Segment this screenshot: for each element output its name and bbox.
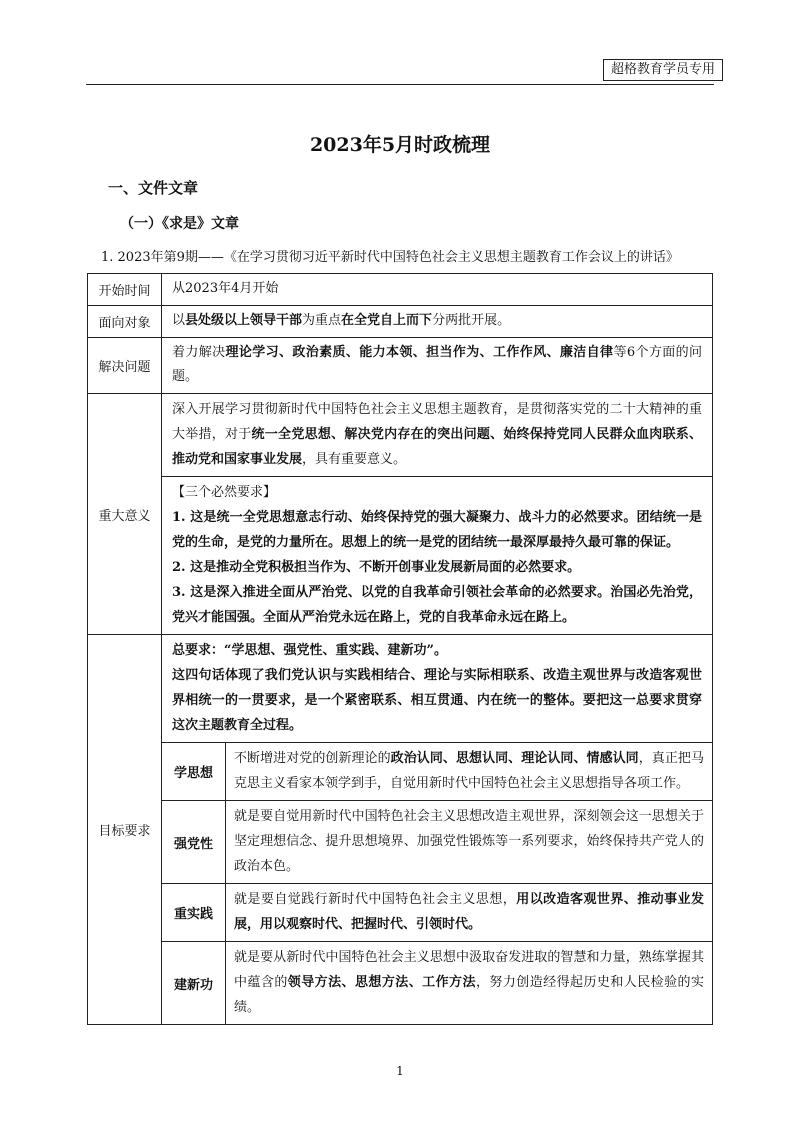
target-value [162,306,712,337]
bold-text: 政治认同、思想认同、理论认同、情感认同 [390,751,639,766]
goal-row-text [226,801,712,883]
text-segment: 就是要从新时代中国特色社会主义思想中汲取奋发进取的智慧和力量，熟练掌握其中蕴含的 [234,950,704,990]
general-requirement-desc: 这四句话体现了我们党认识与实践相结合、理论与实际相联系、改造主观世界与改造客观世界相统一的一贯要求，是一个紧密联系、相互贯通、内在统一的整体。要把这一总要求贯穿这次主题教育全过程。 [172,668,702,733]
requirements-block [162,476,712,634]
row-significance [87,394,713,635]
text-segment: 就是要自觉践行新时代中国特色社会主义思想， [234,892,517,907]
goal-row [162,800,712,883]
goal-row [162,941,712,1024]
significance-content [162,394,712,634]
start-time-value: 从2023年4月开始 [172,281,279,296]
row-start-time [87,273,713,306]
page-title: 2023年5月时政梳理 [309,134,491,156]
text-segment: 为重点 [302,313,342,328]
summary-table [87,273,713,1025]
goal-row-label: 强党性 [162,801,226,883]
row-target [87,306,713,338]
bold-text: 县处级以上领导干部 [185,313,303,328]
header-divider [86,84,714,85]
goal-row-text [226,942,712,1024]
text-segment: 就是要自觉用新时代中国特色社会主义思想改造主观世界，深刻领会这一思想关于坚定理想信念、提升思想境界、加强党性锻炼等一系列要求，始终保持共产党人的政治本色。 [234,809,704,874]
bold-text: 用以改造客观世界、推动事业发展，用以观察时代、把握时代、引领时代。 [234,892,704,932]
subsection-heading: （一）《求是》文章 [120,216,239,232]
text-segment: 分两批开展。 [432,313,511,328]
target-label: 面向对象 [88,306,162,337]
requirement-item: 1. 这是统一全党思想意志行动、始终保持党的强大凝聚力、战斗力的必然要求。团结统一是党的生命，是党的力量所在。思想上的统一是党的团结统一最深厚最持久最可靠的保证。 [172,510,702,550]
row-solve [87,338,713,394]
goal-row-label: 重实践 [162,884,226,941]
text-segment: ，真正把马克思主义看家本领学到手，自觉用新时代中国特色社会主义思想指导各项工作。 [234,751,704,791]
text-segment: ，努力创造经得起历史和人民检验的实绩。 [234,975,704,1015]
solve-value [162,338,712,393]
goal-row [162,742,712,800]
header-tag: 超格教育学员专用 [603,59,723,81]
row-goals [87,635,713,1025]
requirements-heading: 【三个必然要求】 [172,485,277,500]
page-number: 1 [396,1064,404,1078]
section-heading: 一、文件文章 [108,179,199,197]
bold-text: 在全党自上而下 [341,313,433,328]
goal-content [162,635,712,1024]
goal-row [162,883,712,941]
article-item-title: 1. 2023年第9期——《在学习贯彻习近平新时代中国特色社会主义思想主题教育工作会议上的讲话》 [101,250,679,265]
text-segment: 深入开展学习贯彻新时代中国特色社会主义思想主题教育，是贯彻落实党的二十大精神的重大举措，对于 [172,402,702,442]
bold-text: 理论学习、政治素质、能力本领、担当作为、工作作风、廉洁自律 [225,345,614,360]
general-requirement [162,635,712,742]
general-requirement-title: 总要求：“学思想、强党性、重实践、建新功”。 [172,643,447,658]
goal-row-text [226,884,712,941]
requirement-item: 2. 这是推动全党积极担当作为、不断开创事业发展新局面的必然要求。 [172,560,581,575]
start-time-label: 开始时间 [88,274,162,305]
significance-label: 重大意义 [88,394,162,634]
goal-row-label: 学思想 [162,743,226,800]
text-segment: 不断增进对党的创新理论的 [234,751,391,766]
bold-text: 统一全党思想、解决党内存在的突出问题、始终保持党同人民群众血肉联系、推动党和国家事业发展 [172,427,702,467]
requirement-item: 3. 这是深入推进全面从严治党、以党的自我革命引领社会革命的必然要求。治国必先治党，党兴才能国强。全面从严治党永远在路上，党的自我革命永远在路上。 [172,585,702,625]
text-segment: 以 [172,313,186,328]
text-segment: 等6个方面的问题。 [172,345,702,384]
goal-label: 目标要求 [88,635,162,1024]
bold-text: 领导方法、思想方法、工作方法 [287,975,476,990]
significance-text [162,394,712,476]
goal-row-label: 建新功 [162,942,226,1024]
text-segment: 着力解决 [172,345,226,360]
solve-label: 解决问题 [88,338,162,393]
text-segment: ，具有重要意义。 [302,452,407,467]
goal-row-text [226,743,712,800]
